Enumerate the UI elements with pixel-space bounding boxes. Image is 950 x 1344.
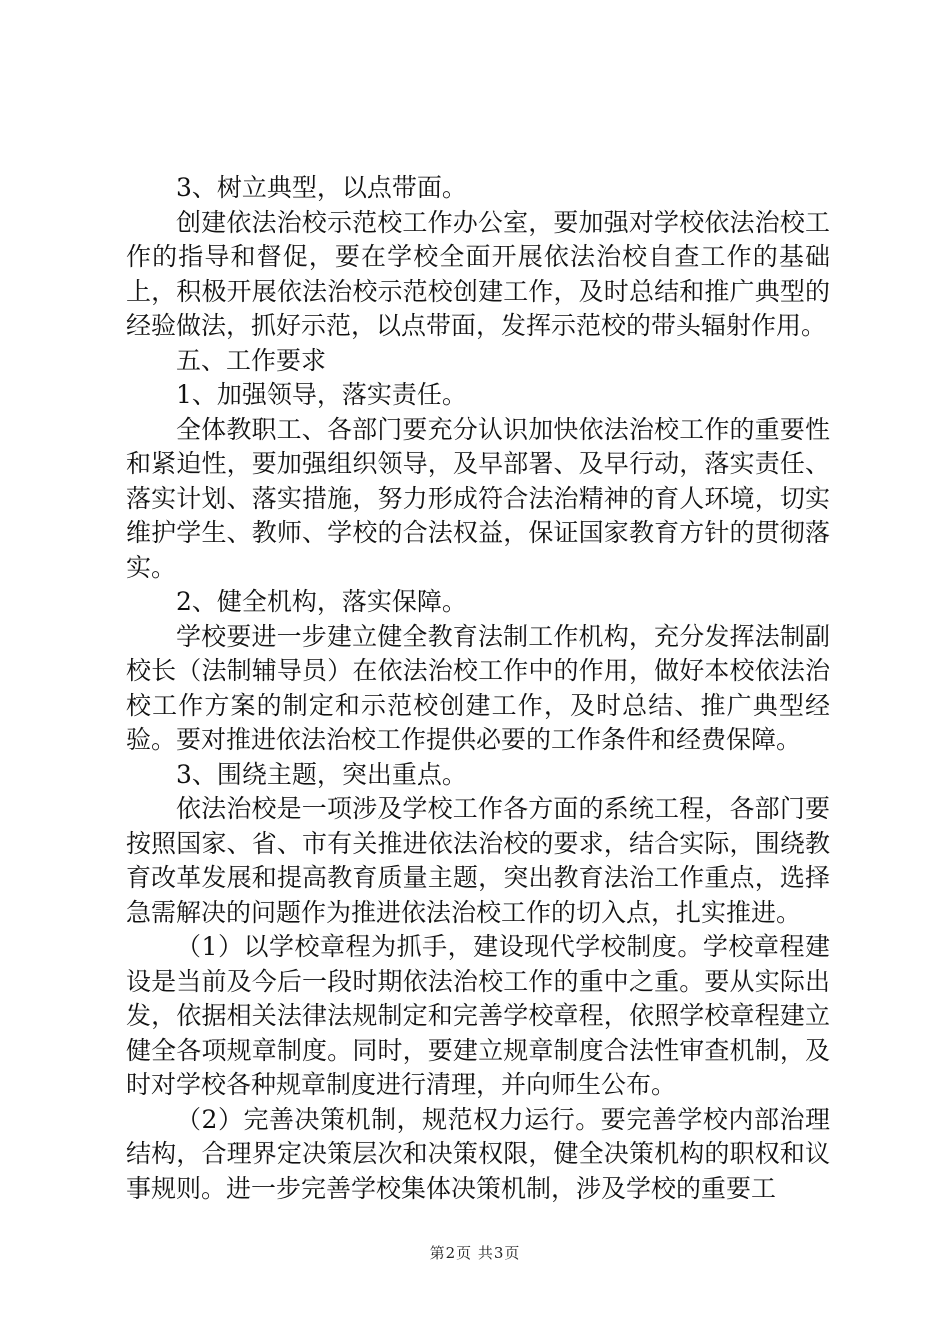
paragraph-legal-institutions: 学校要进一步建立健全教育法制工作机构，充分发挥法制副校长（法制辅导员）在依法治校工作中的作用，做好本校依法治校工作方案的制定和示范校创建工作，及时总结、推广典型经验。要对推进依法治校工作提供必要的工作条件和经费保障。: [126, 621, 830, 754]
document-body: [126, 171, 830, 1206]
paragraph-systematic-project: 依法治校是一项涉及学校工作各方面的系统工程，各部门要按照国家、省、市有关推进依法治校的要求，结合实际，围绕教育改革发展和提高教育质量主题，突出教育法治工作重点，选择急需解决的问题作为推进依法治校工作的切入点，扎实推进。: [126, 794, 830, 927]
section-heading-1-leadership: 1、加强领导，落实责任。: [176, 380, 467, 409]
paragraph-item-1-charter: （1）以学校章程为抓手，建设现代学校制度。学校章程建设是当前及今后一段时期依法治校工作的重中之重。要从实际出发，依据相关法律法规制定和完善学校章程，依照学校章程建立健全各项规章制度。同时，要建立规章制度合法性审查机制，及时对学校各种规章制度进行清理，并向师生公布。: [126, 932, 830, 1099]
section-heading-work-requirements: 五、工作要求: [176, 345, 327, 375]
paragraph-demonstration-office: 创建依法治校示范校工作办公室，要加强对学校依法治校工作的指导和督促，要在学校全面开展依法治校自查工作的基础上，积极开展依法治校示范校创建工作，及时总结和推广典型的经验做法，抓好示范，以点带面，发挥示范校的带头辐射作用。: [126, 207, 830, 340]
section-heading-3-theme: 3、围绕主题，突出重点。: [176, 759, 467, 789]
paragraph-item-2-decision: （2）完善决策机制，规范权力运行。要完善学校内部治理结构，合理界定决策层次和决策权限，健全决策机构的职权和议事规则。进一步完善学校集体决策机制，涉及学校的重要工: [126, 1104, 830, 1203]
page-footer: 第2页 共3页: [429, 1244, 521, 1262]
section-heading-3-typical: 3、树立典型，以点带面。: [176, 173, 467, 202]
paragraph-all-staff: 全体教职工、各部门要充分认识加快依法治校工作的重要性和紧迫性，要加强组织领导，及早部署、及早行动，落实责任、落实计划、落实措施，努力形成符合法治精神的育人环境，切实维护学生、教师、学校的合法权益，保证国家教育方针的贯彻落实。: [126, 414, 830, 582]
section-heading-2-institutions: 2、健全机构，落实保障。: [176, 587, 467, 616]
